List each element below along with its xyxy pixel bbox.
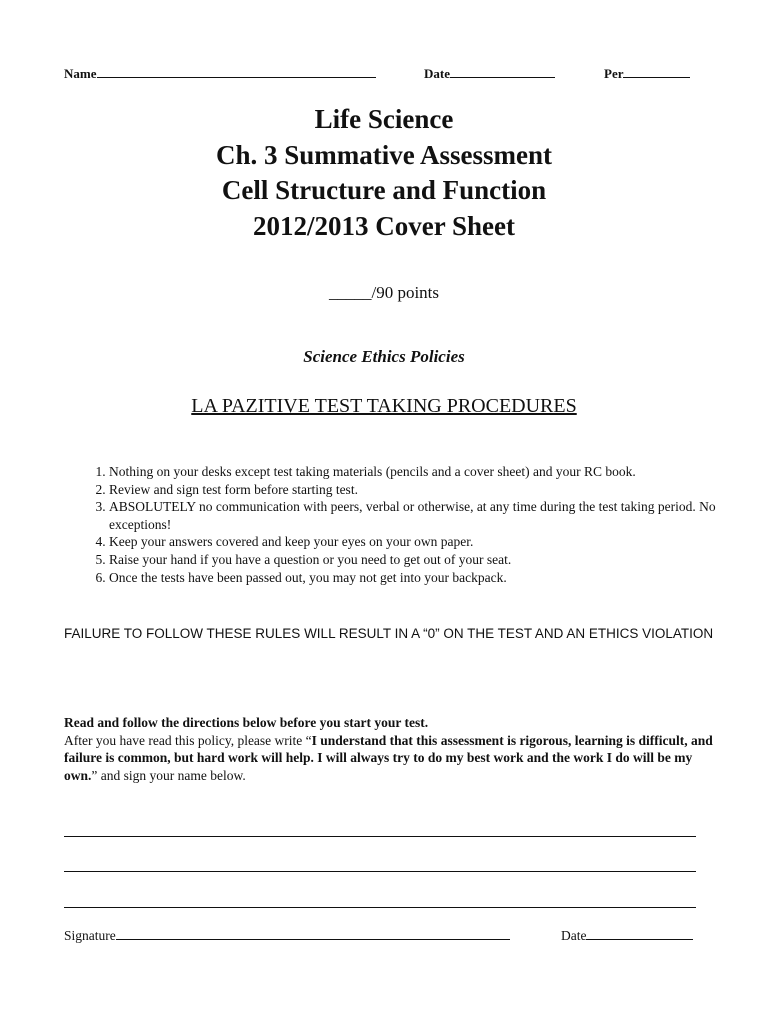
list-item: 2. Review and sign test form before starting test. bbox=[109, 481, 768, 499]
directions-intro: After you have read this policy, please write “ bbox=[64, 732, 312, 748]
name-blank[interactable] bbox=[97, 76, 376, 78]
period-label: Per bbox=[604, 66, 624, 81]
procedures-heading: LA PAZITIVE TEST TAKING PROCEDURES bbox=[191, 395, 577, 417]
title-line-2: Ch. 3 Summative Assessment bbox=[215, 139, 552, 170]
pledge-writing-line-2[interactable] bbox=[64, 871, 696, 872]
signature-label: Signature bbox=[64, 928, 116, 943]
ethics-heading: Science Ethics Policies bbox=[303, 347, 465, 366]
name-field[interactable] bbox=[64, 66, 376, 82]
signature-field[interactable] bbox=[64, 928, 510, 944]
list-item: 1. Nothing on your desks except test taking materials (pencils and a cover sheet) and your RC book. bbox=[109, 463, 768, 481]
date-label: Date bbox=[424, 66, 450, 81]
directions-heading: Read and follow the directions below before you start your test. bbox=[64, 715, 429, 730]
list-item: 4. Keep your answers covered and keep your eyes on your own paper. bbox=[109, 533, 768, 551]
name-label: Name bbox=[64, 66, 97, 81]
signature-blank[interactable] bbox=[116, 938, 510, 940]
list-item: 5. Raise your hand if you have a question or you need to get out of your seat. bbox=[109, 551, 768, 569]
title-block bbox=[0, 102, 768, 244]
period-blank[interactable] bbox=[623, 76, 690, 78]
signature-date-field[interactable] bbox=[561, 928, 693, 944]
signature-date-label: Date bbox=[561, 928, 587, 943]
list-item: 6. Once the tests have been passed out, you may not get into your backpack. bbox=[109, 569, 768, 587]
date-field[interactable] bbox=[424, 66, 555, 82]
directions-outro: ” and sign your name below. bbox=[91, 767, 246, 783]
pledge-text: I understand that this assessment is rigorous, learning is difficult, and failure is common, but hard work will help. I will always try to do my best work and the work I do will be my own. bbox=[64, 732, 713, 783]
rules-list bbox=[64, 463, 768, 586]
title-line-4: 2012/2013 Cover Sheet bbox=[253, 210, 515, 241]
date-blank[interactable] bbox=[450, 76, 555, 78]
points-score: _____/90 points bbox=[328, 283, 440, 302]
title-line-1: Life Science bbox=[314, 104, 454, 134]
period-field[interactable] bbox=[604, 66, 690, 82]
title-line-3: Cell Structure and Function bbox=[221, 175, 547, 205]
pledge-writing-line-3[interactable] bbox=[64, 907, 696, 908]
directions-text bbox=[64, 732, 714, 785]
list-item: 3. ABSOLUTELY no communication with peers, verbal or otherwise, at any time during the test taking period. No exceptions! bbox=[109, 498, 768, 533]
directions-block bbox=[64, 714, 714, 784]
pledge-writing-line-1[interactable] bbox=[64, 836, 696, 837]
signature-date-blank[interactable] bbox=[586, 938, 693, 940]
failure-warning: FAILURE TO FOLLOW THESE RULES WILL RESULT IN A “0” ON THE TEST AND AN ETHICS VIOLATION bbox=[64, 626, 714, 641]
